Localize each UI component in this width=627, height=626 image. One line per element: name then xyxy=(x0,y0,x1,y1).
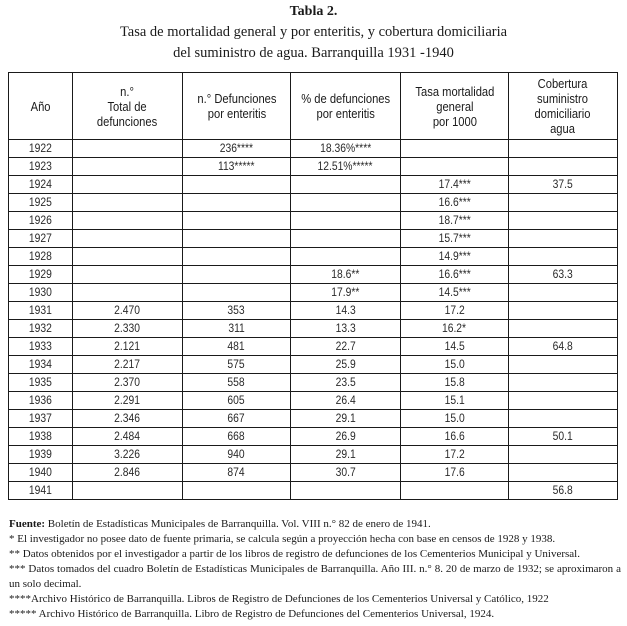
cell-year xyxy=(9,410,73,428)
cell-total-deaths xyxy=(73,338,183,356)
cell-value: 1929 xyxy=(29,267,52,281)
cell-enteritis-percent xyxy=(291,320,401,338)
cell-value: 2.370 xyxy=(114,375,141,389)
cell-general-mortality-rate xyxy=(401,212,509,230)
cell-year xyxy=(9,176,73,194)
cell-water-coverage xyxy=(509,194,618,212)
cell-value: 481 xyxy=(227,339,246,353)
cell-enteritis-deaths xyxy=(183,464,291,482)
cell-value: 1936 xyxy=(29,393,52,407)
cell-value: 13.3 xyxy=(335,321,356,335)
cell-value: 2.330 xyxy=(114,321,141,335)
cell-general-mortality-rate xyxy=(401,410,509,428)
cell-year xyxy=(9,338,73,356)
cell-value: 14.5*** xyxy=(438,285,471,299)
table-row xyxy=(9,158,618,176)
mortality-table xyxy=(8,72,618,500)
cell-general-mortality-rate xyxy=(401,176,509,194)
cell-enteritis-percent xyxy=(291,302,401,320)
cell-value: 1926 xyxy=(29,213,52,227)
table-notes xyxy=(9,517,621,622)
cell-value: 1939 xyxy=(29,447,52,461)
cell-enteritis-percent xyxy=(291,338,401,356)
cell-value: 25.9 xyxy=(335,357,356,371)
table-row xyxy=(9,482,618,500)
cell-total-deaths xyxy=(73,410,183,428)
table-row xyxy=(9,176,618,194)
cell-value: 1927 xyxy=(29,231,52,245)
cell-value: 558 xyxy=(227,375,246,389)
cell-value: 113***** xyxy=(218,159,255,173)
cell-year xyxy=(9,140,73,158)
cell-general-mortality-rate xyxy=(401,266,509,284)
cell-value: 605 xyxy=(227,393,246,407)
cell-water-coverage xyxy=(509,374,618,392)
cell-year xyxy=(9,194,73,212)
cell-value: 15.0 xyxy=(444,357,465,371)
cell-total-deaths xyxy=(73,248,183,266)
cell-general-mortality-rate xyxy=(401,374,509,392)
cell-enteritis-deaths xyxy=(183,482,291,500)
column-header-label xyxy=(97,84,157,129)
cell-enteritis-deaths xyxy=(183,230,291,248)
table-row xyxy=(9,194,618,212)
cell-value: 30.7 xyxy=(335,465,356,479)
cell-general-mortality-rate xyxy=(401,482,509,500)
cell-value: 668 xyxy=(227,429,246,443)
cell-year xyxy=(9,158,73,176)
cell-enteritis-percent xyxy=(291,158,401,176)
table-row xyxy=(9,302,618,320)
cell-total-deaths xyxy=(73,464,183,482)
table-row xyxy=(9,284,618,302)
table-row xyxy=(9,356,618,374)
cell-value: 1941 xyxy=(29,483,52,497)
cell-value: 2.346 xyxy=(114,411,141,425)
cell-value: 50.1 xyxy=(552,429,574,443)
cell-general-mortality-rate xyxy=(401,194,509,212)
header-line: n.° xyxy=(120,83,135,99)
column-header-water-coverage xyxy=(509,73,618,140)
table-row xyxy=(9,464,618,482)
cell-value: 1924 xyxy=(29,177,52,191)
cell-year xyxy=(9,428,73,446)
cell-value: 874 xyxy=(227,465,246,479)
cell-value: 1922 xyxy=(29,141,52,155)
cell-value: 18.36%**** xyxy=(319,141,372,155)
cell-value: 1938 xyxy=(29,429,52,443)
cell-water-coverage xyxy=(509,176,618,194)
cell-enteritis-deaths xyxy=(183,446,291,464)
cell-total-deaths xyxy=(73,230,183,248)
cell-enteritis-percent xyxy=(291,482,401,500)
cell-total-deaths xyxy=(73,356,183,374)
table-row xyxy=(9,320,618,338)
cell-water-coverage xyxy=(509,158,618,176)
cell-value: 17.6 xyxy=(444,465,465,479)
cell-value: 23.5 xyxy=(335,375,356,389)
cell-year xyxy=(9,446,73,464)
cell-water-coverage xyxy=(509,338,618,356)
source-note xyxy=(9,517,621,532)
cell-value: 3.226 xyxy=(114,447,141,461)
cell-value: 17.2 xyxy=(444,303,465,317)
cell-value: 311 xyxy=(228,321,245,335)
cell-enteritis-percent xyxy=(291,464,401,482)
table-row xyxy=(9,446,618,464)
cell-enteritis-deaths xyxy=(183,248,291,266)
cell-value: 1932 xyxy=(29,321,52,335)
cell-total-deaths xyxy=(73,140,183,158)
cell-value: 1931 xyxy=(29,303,52,317)
cell-year xyxy=(9,374,73,392)
header-line: n.° Defunciones xyxy=(196,91,277,106)
cell-enteritis-percent xyxy=(291,410,401,428)
header-line: Año xyxy=(30,98,51,114)
cell-enteritis-deaths xyxy=(183,356,291,374)
cell-total-deaths xyxy=(73,482,183,500)
cell-enteritis-percent xyxy=(291,140,401,158)
cell-enteritis-deaths xyxy=(183,158,291,176)
cell-year xyxy=(9,248,73,266)
cell-enteritis-deaths xyxy=(183,212,291,230)
cell-value: 18.7*** xyxy=(438,213,471,227)
cell-enteritis-percent xyxy=(291,392,401,410)
cell-water-coverage xyxy=(509,140,618,158)
table-row xyxy=(9,212,618,230)
cell-enteritis-deaths xyxy=(183,338,291,356)
cell-value: 236**** xyxy=(219,141,254,155)
table-label: Tabla 2. xyxy=(289,4,338,19)
cell-value: 15.1 xyxy=(444,393,465,407)
header-line: Total de xyxy=(107,98,148,114)
table-row xyxy=(9,428,618,446)
cell-value: 1940 xyxy=(29,465,52,479)
cell-value: 1928 xyxy=(29,249,52,263)
source-text: Boletín de Estadísticas Municipales de Barranquilla. Vol. VIII n.° 82 de enero de 1941. xyxy=(45,518,431,530)
cell-value: 29.1 xyxy=(335,411,356,425)
cell-general-mortality-rate xyxy=(401,446,509,464)
table-title-line-1: Tasa de mortalidad general y por enteritis, y cobertura domiciliaria xyxy=(119,24,508,40)
cell-total-deaths xyxy=(73,212,183,230)
cell-value: 17.4*** xyxy=(438,177,471,191)
table-row xyxy=(9,266,618,284)
column-header-total-deaths xyxy=(73,73,183,140)
cell-value: 15.7*** xyxy=(438,231,471,245)
cell-value: 18.6** xyxy=(331,267,360,281)
cell-enteritis-percent xyxy=(291,284,401,302)
footnote-2: ** Datos obtenidos por el investigador a partir de los libros de registro de defunciones de los Cementerios Municipal y Universal. xyxy=(9,548,580,560)
cell-enteritis-percent xyxy=(291,248,401,266)
cell-enteritis-percent xyxy=(291,446,401,464)
header-line: Tasa mortalidad xyxy=(415,83,494,99)
cell-value: 1930 xyxy=(29,285,52,299)
table-row xyxy=(9,338,618,356)
cell-general-mortality-rate xyxy=(401,428,509,446)
cell-value: 37.5 xyxy=(552,177,574,191)
header-line: Cobertura xyxy=(538,76,588,91)
cell-value: 16.6 xyxy=(444,429,465,443)
cell-value: 1935 xyxy=(29,375,52,389)
cell-enteritis-deaths xyxy=(183,392,291,410)
cell-general-mortality-rate xyxy=(401,158,509,176)
column-header-label xyxy=(31,99,51,114)
cell-total-deaths xyxy=(73,446,183,464)
cell-value: 2.291 xyxy=(114,393,141,407)
header-line: % de defunciones xyxy=(301,91,390,106)
cell-general-mortality-rate xyxy=(401,284,509,302)
cell-value: 2.470 xyxy=(114,303,141,317)
cell-total-deaths xyxy=(73,194,183,212)
cell-general-mortality-rate xyxy=(401,230,509,248)
header-line: defunciones xyxy=(97,113,158,129)
cell-year xyxy=(9,302,73,320)
column-header-general-mortality-rate xyxy=(401,73,509,140)
cell-enteritis-deaths xyxy=(183,194,291,212)
cell-general-mortality-rate xyxy=(401,338,509,356)
cell-water-coverage xyxy=(509,410,618,428)
cell-total-deaths xyxy=(73,284,183,302)
cell-general-mortality-rate xyxy=(401,140,509,158)
table-row xyxy=(9,392,618,410)
cell-general-mortality-rate xyxy=(401,248,509,266)
cell-year xyxy=(9,284,73,302)
cell-enteritis-deaths xyxy=(183,428,291,446)
cell-general-mortality-rate xyxy=(401,464,509,482)
column-header-label xyxy=(197,91,276,121)
cell-enteritis-deaths xyxy=(183,320,291,338)
cell-water-coverage xyxy=(509,230,618,248)
table-row xyxy=(9,230,618,248)
table-row xyxy=(9,410,618,428)
cell-value: 2.217 xyxy=(114,357,141,371)
cell-value: 940 xyxy=(227,447,246,461)
cell-enteritis-deaths xyxy=(183,410,291,428)
table-header-row xyxy=(9,73,618,140)
cell-value: 14.5 xyxy=(444,339,465,353)
cell-enteritis-percent xyxy=(291,230,401,248)
cell-year xyxy=(9,464,73,482)
cell-enteritis-percent xyxy=(291,176,401,194)
footnote-3: *** Datos tomados del cuadro Boletín de Estadísticas Municipales de Barranquilla. Año III. n.° 8. 20 de marzo de 1932; se aproximaron a un solo decimal. xyxy=(9,563,621,590)
column-header-enteritis-deaths xyxy=(183,73,291,140)
table-caption xyxy=(0,2,627,64)
cell-value: 16.2* xyxy=(442,321,467,335)
cell-enteritis-percent xyxy=(291,212,401,230)
table-row xyxy=(9,374,618,392)
cell-enteritis-percent xyxy=(291,374,401,392)
cell-water-coverage xyxy=(509,392,618,410)
header-line: por enteritis xyxy=(316,106,375,121)
footnote-1: * El investigador no posee dato de fuente primaria, se calcula según a proyección hecha con base en censos de 1928 y 1938. xyxy=(9,533,556,545)
column-header-year xyxy=(9,73,73,140)
cell-enteritis-percent xyxy=(291,194,401,212)
cell-year xyxy=(9,212,73,230)
cell-total-deaths xyxy=(73,428,183,446)
cell-enteritis-deaths xyxy=(183,140,291,158)
cell-value: 26.4 xyxy=(335,393,356,407)
cell-value: 16.6*** xyxy=(438,195,471,209)
header-line: general xyxy=(435,98,474,114)
cell-water-coverage xyxy=(509,248,618,266)
cell-value: 12.51%***** xyxy=(317,159,374,173)
table-row xyxy=(9,248,618,266)
cell-value: 64.8 xyxy=(552,339,574,353)
cell-water-coverage xyxy=(509,212,618,230)
cell-enteritis-deaths xyxy=(183,374,291,392)
table-title-line-2: del suministro de agua. Barranquilla 1931 -1940 xyxy=(173,45,454,61)
footnote-4: ****Archivo Histórico de Barranquilla. Libros de Registro de Defunciones de los Cementerios Universal y Católico, 1922 xyxy=(9,593,549,605)
cell-enteritis-deaths xyxy=(183,176,291,194)
header-line: agua xyxy=(550,121,576,136)
cell-value: 22.7 xyxy=(335,339,356,353)
cell-water-coverage xyxy=(509,284,618,302)
cell-value: 15.8 xyxy=(444,375,465,389)
cell-water-coverage xyxy=(509,482,618,500)
cell-value: 2.484 xyxy=(114,429,141,443)
cell-value: 15.0 xyxy=(444,411,465,425)
cell-water-coverage xyxy=(509,446,618,464)
cell-water-coverage xyxy=(509,428,618,446)
cell-value: 1933 xyxy=(29,339,52,353)
cell-value: 353 xyxy=(227,303,246,317)
cell-total-deaths xyxy=(73,392,183,410)
cell-year xyxy=(9,320,73,338)
cell-total-deaths xyxy=(73,374,183,392)
cell-value: 1925 xyxy=(29,195,52,209)
header-line: suministro xyxy=(537,91,589,106)
cell-enteritis-deaths xyxy=(183,266,291,284)
cell-water-coverage xyxy=(509,266,618,284)
cell-value: 17.9** xyxy=(331,285,360,299)
source-label: Fuente: xyxy=(9,518,46,530)
cell-year xyxy=(9,392,73,410)
table-row xyxy=(9,140,618,158)
cell-value: 29.1 xyxy=(335,447,356,461)
column-header-enteritis-percent xyxy=(291,73,401,140)
footnote-5: ***** Archivo Histórico de Barranquilla. Libro de Registro de Defunciones del Cementerios Universal, 1924. xyxy=(9,608,495,620)
cell-year xyxy=(9,482,73,500)
cell-year xyxy=(9,356,73,374)
header-line: por 1000 xyxy=(432,113,477,129)
table-body xyxy=(9,140,618,500)
cell-value: 14.9*** xyxy=(438,249,471,263)
cell-value: 56.8 xyxy=(552,483,574,497)
cell-value: 1923 xyxy=(29,159,52,173)
header-line: por enteritis xyxy=(207,106,266,121)
cell-enteritis-percent xyxy=(291,356,401,374)
cell-enteritis-deaths xyxy=(183,284,291,302)
header-line: domiciliario xyxy=(535,106,591,121)
cell-value: 17.2 xyxy=(444,447,465,461)
cell-value: 1934 xyxy=(29,357,52,371)
cell-value: 1937 xyxy=(29,411,52,425)
cell-value: 575 xyxy=(227,357,246,371)
cell-value: 2.121 xyxy=(114,339,141,353)
cell-year xyxy=(9,266,73,284)
cell-enteritis-percent xyxy=(291,266,401,284)
cell-value: 16.6*** xyxy=(438,267,471,281)
cell-water-coverage xyxy=(509,464,618,482)
cell-value: 667 xyxy=(227,411,246,425)
column-header-label xyxy=(301,91,390,121)
cell-water-coverage xyxy=(509,302,618,320)
cell-total-deaths xyxy=(73,302,183,320)
cell-general-mortality-rate xyxy=(401,302,509,320)
cell-total-deaths xyxy=(73,320,183,338)
cell-general-mortality-rate xyxy=(401,356,509,374)
cell-value: 14.3 xyxy=(335,303,356,317)
column-header-label xyxy=(535,76,591,136)
cell-value: 2.846 xyxy=(114,465,141,479)
cell-enteritis-percent xyxy=(291,428,401,446)
cell-water-coverage xyxy=(509,320,618,338)
column-header-label xyxy=(415,84,494,129)
cell-general-mortality-rate xyxy=(401,320,509,338)
cell-value: 63.3 xyxy=(552,267,574,281)
cell-total-deaths xyxy=(73,158,183,176)
cell-water-coverage xyxy=(509,356,618,374)
cell-total-deaths xyxy=(73,176,183,194)
cell-total-deaths xyxy=(73,266,183,284)
cell-value: 26.9 xyxy=(335,429,356,443)
cell-general-mortality-rate xyxy=(401,392,509,410)
cell-year xyxy=(9,230,73,248)
cell-enteritis-deaths xyxy=(183,302,291,320)
